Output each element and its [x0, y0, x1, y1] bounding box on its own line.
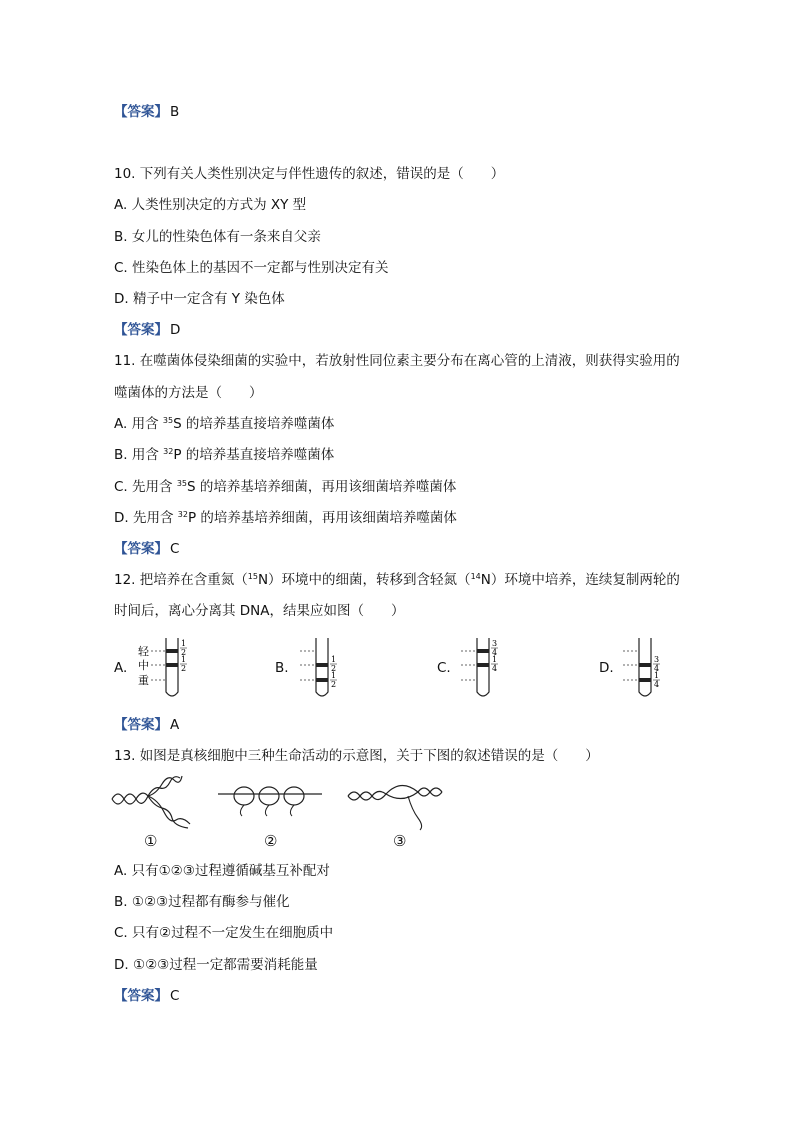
q11-option-c: C. 先用含 $^{35}$S 的培养基培养细菌，再用该细菌培养噬菌体 — [114, 479, 457, 495]
q13-stem: 13. 如图是真核细胞中三种生命活动的示意图，关于下图的叙述错误的是（ ） — [114, 748, 599, 764]
q10-option-a: A. 人类性别决定的方式为 XY 型 — [114, 197, 307, 213]
tube-a-svg — [134, 636, 194, 704]
q12-option-c-letter: C. — [437, 660, 451, 676]
q12-tube-a — [134, 636, 194, 704]
q13-option-d: D. ①②③过程一定都需要消耗能量 — [114, 957, 318, 973]
svg-text:2: 2 — [331, 680, 337, 689]
q12-tube-c — [457, 636, 517, 704]
svg-text:1: 1 — [331, 655, 337, 664]
answer-label: 【答案】 — [114, 322, 168, 338]
tube-label-light: 轻 — [138, 645, 149, 658]
q11-option-d: D. 先用含 $^{32}$P 的培养基培养细菌，再用该细菌培养噬菌体 — [114, 510, 457, 526]
band-heavy — [316, 678, 328, 682]
tube-c-svg — [457, 636, 517, 704]
band-light — [166, 649, 178, 653]
answer-row-q11 — [114, 539, 179, 559]
svg-text:2: 2 — [331, 664, 337, 673]
q12-stem-line2: 时间后，离心分离其 DNA，结果应如图（ ） — [114, 603, 405, 619]
band-heavy — [639, 678, 651, 682]
band-middle — [639, 663, 651, 667]
answer-row-q10 — [114, 320, 180, 340]
answer-label: 【答案】 — [114, 988, 168, 1004]
svg-text:1: 1 — [492, 655, 498, 664]
svg-text:2: 2 — [181, 648, 187, 657]
q12-option-b-letter: B. — [275, 660, 289, 676]
answer-label: 【答案】 — [114, 717, 168, 733]
q12-stem-line1: 12. 把培养在含重氮（$^{15}$N）环境中的细菌，转移到含轻氮（$^{14}$N）环境中培养，连续复制两轮的 — [114, 572, 680, 588]
svg-text:3: 3 — [492, 639, 498, 648]
q12-tube-b — [296, 636, 356, 704]
dna-replication-figure — [110, 774, 200, 834]
q12-option-d-letter: D. — [599, 660, 614, 676]
band-light — [477, 649, 489, 653]
svg-text:2: 2 — [181, 664, 187, 673]
q11-stem-line2: 噬菌体的方法是（ ） — [114, 385, 263, 401]
band-middle — [316, 663, 328, 667]
answer-value: A — [170, 717, 180, 733]
svg-text:1: 1 — [181, 639, 187, 648]
svg-text:4: 4 — [492, 664, 498, 673]
svg-text:3: 3 — [654, 655, 660, 664]
q13-option-c: C. 只有②过程不一定发生在细胞质中 — [114, 925, 334, 941]
fig-label-3: ③ — [393, 832, 407, 850]
q12-tube-d — [619, 636, 679, 704]
tube-label-middle: 中 — [138, 659, 149, 672]
tube-label-heavy: 重 — [138, 674, 149, 687]
band-middle — [477, 663, 489, 667]
answer-row-q9 — [114, 102, 179, 122]
q12-option-a-letter: A. — [114, 660, 128, 676]
svg-text:4: 4 — [654, 680, 660, 689]
transcription-figure — [346, 774, 446, 834]
answer-label: 【答案】 — [114, 104, 168, 120]
svg-text:4: 4 — [654, 664, 660, 673]
answer-row-q13 — [114, 986, 179, 1006]
svg-text:1: 1 — [331, 671, 337, 680]
tube-d-svg — [619, 636, 679, 704]
answer-value: B — [170, 104, 180, 120]
fig-label-1: ① — [144, 832, 158, 850]
q10-option-b: B. 女儿的性染色体有一条来自父亲 — [114, 229, 321, 245]
answer-value: D — [170, 322, 181, 338]
answer-row-q12 — [114, 715, 179, 735]
svg-text:1: 1 — [654, 671, 660, 680]
answer-label: 【答案】 — [114, 541, 168, 557]
svg-text:1: 1 — [181, 655, 187, 664]
q11-option-b: B. 用含 $^{32}$P 的培养基直接培养噬菌体 — [114, 447, 335, 463]
q10-option-d: D. 精子中一定含有 Y 染色体 — [114, 291, 285, 307]
svg-text:4: 4 — [492, 648, 498, 657]
answer-value: C — [170, 988, 180, 1004]
band-middle — [166, 663, 178, 667]
translation-figure — [216, 780, 326, 820]
q13-option-b: B. ①②③过程都有酶参与催化 — [114, 894, 290, 910]
tube-b-svg — [296, 636, 356, 704]
q10-stem: 10. 下列有关人类性别决定与伴性遗传的叙述，错误的是（ ） — [114, 166, 505, 182]
q11-option-a: A. 用含 $^{35}$S 的培养基直接培养噬菌体 — [114, 416, 335, 432]
answer-value: C — [170, 541, 180, 557]
fig-label-2: ② — [264, 832, 278, 850]
q13-option-a: A. 只有①②③过程遵循碱基互补配对 — [114, 863, 330, 879]
q10-option-c: C. 性染色体上的基因不一定都与性别决定有关 — [114, 260, 389, 276]
q11-stem-line1: 11. 在噬菌体侵染细菌的实验中，若放射性同位素主要分布在离心管的上清液，则获得实验用的 — [114, 353, 680, 369]
